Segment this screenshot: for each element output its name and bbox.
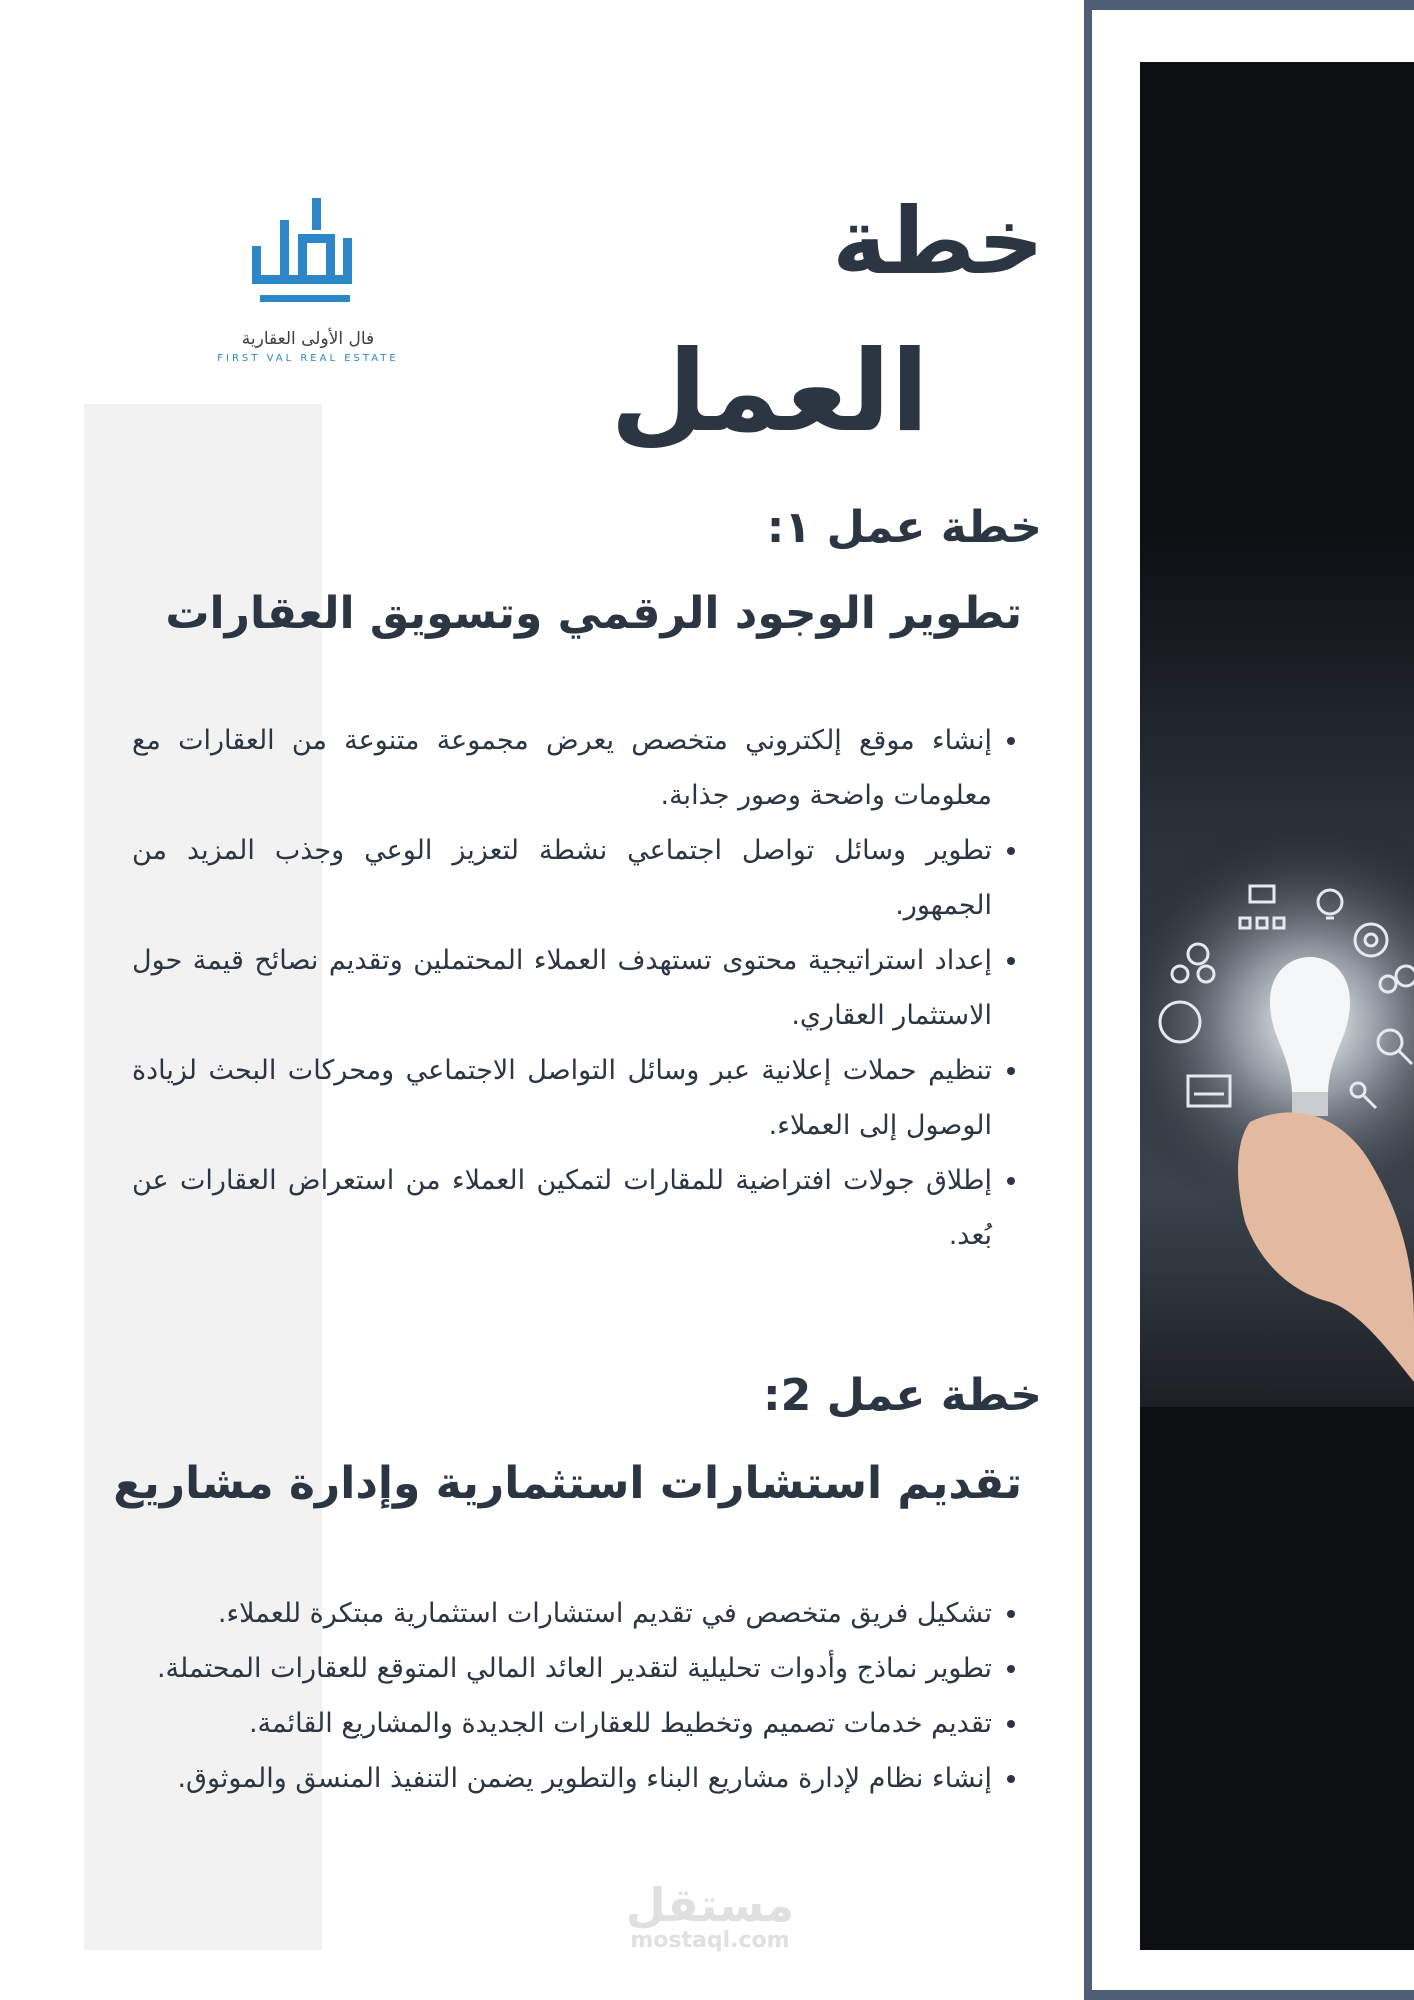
plan2-subtitle: تقديم استشارات استثمارية وإدارة مشاريع (113, 1458, 1022, 1509)
list-item: • تطوير نماذج وأدوات تحليلية لتقدير العائد المالي المتوقع للعقارات المحتملة. (132, 1641, 992, 1696)
lightbulb-photo (1140, 62, 1414, 1950)
plan1-subtitle: تطوير الوجود الرقمي وتسويق العقارات (165, 588, 1022, 639)
logo-mark-icon (248, 198, 368, 323)
list-item: • إنشاء نظام لإدارة مشاريع البناء والتطوير يضمن التنفيذ المنسق والموثوق. (132, 1751, 992, 1806)
company-logo (208, 198, 408, 388)
list-item: • تقديم خدمات تصميم وتخطيط للعقارات الجديدة والمشاريع القائمة. (132, 1696, 992, 1751)
list-item: • إعداد استراتيجية محتوى تستهدف العملاء المحتملين وتقديم نصائح قيمة حول الاستثمار العقاري. (132, 933, 992, 1043)
plan1-list (132, 713, 1022, 1263)
list-item: • إطلاق جولات افتراضية للمقارات لتمكين العملاء من استعراض العقارات عن بُعد. (132, 1153, 992, 1263)
list-item: • تنظيم حملات إعلانية عبر وسائل التواصل الاجتماعي ومحركات البحث لزيادة الوصول إلى العملاء. (132, 1043, 992, 1153)
list-item: • إنشاء موقع إلكتروني متخصص يعرض مجموعة متنوعة من العقارات مع معلومات واضحة وصور جذابة. (132, 713, 992, 823)
logo-english-name: FIRST VAL REAL ESTATE (217, 353, 399, 364)
watermark (620, 1878, 800, 1953)
page-title-line1: خطة (832, 188, 1044, 295)
watermark-arabic: مستقل (625, 1878, 795, 1932)
plan2-heading: خطة عمل 2: (763, 1370, 1042, 1421)
plan2-list (132, 1586, 1022, 1806)
plan1-heading: خطة عمل ١: (766, 502, 1042, 553)
watermark-url: mostaql.com (630, 1928, 790, 1953)
page-title-line2: العمل (610, 327, 929, 457)
list-item: • تشكيل فريق متخصص في تقديم استشارات استثمارية مبتكرة للعملاء. (132, 1586, 992, 1641)
list-item: • تطوير وسائل تواصل اجتماعي نشطة لتعزيز الوعي وجذب المزيد من الجمهور. (132, 823, 992, 933)
logo-arabic-name: فال الأولى العقارية (241, 329, 375, 349)
